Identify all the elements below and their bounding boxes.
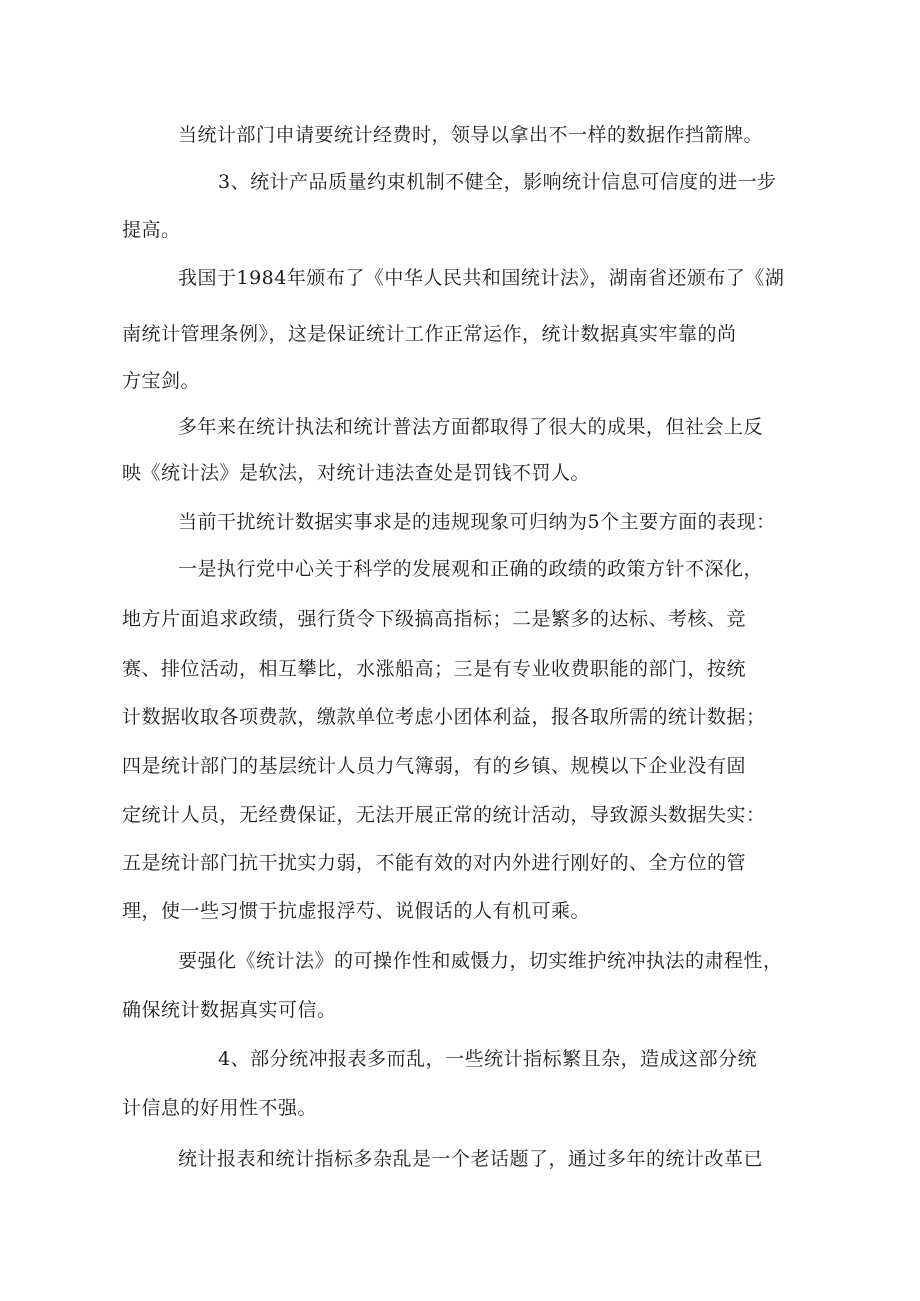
text-line: 统计报表和统计指标多杂乱是一个老话题了，通过多年的统计改革已 [178, 1148, 764, 1170]
section-heading-3: 3、统计产品质量约束机制不健全，影响统计信息可信度的进一步 [218, 171, 777, 193]
text-line: 一是执行党中心关于科学的发展观和正确的政绩的政策方针不深化， [178, 558, 764, 580]
text-line: 当统计部门申请要统计经费时，领导以拿出不一样的数据作挡箭牌。 [178, 124, 764, 146]
text-line: 多年来在统计执法和统计普法方面都取得了很大的成果，但社会上反 [178, 416, 764, 438]
text-line: 南统计管理条例》，这是保证统计工作正常运作，统计数据真实牢靠的尚 [122, 323, 737, 345]
text-line: 要强化《统计法》的可操作性和威慑力，切实维护统冲执法的肃程性， [178, 950, 783, 972]
text-line: 映《统计法》是软法，对统计违法查处是罚钱不罚人。 [122, 462, 591, 484]
text-line: 提高。 [122, 219, 181, 241]
text-line: 方宝剑。 [122, 370, 201, 392]
text-line: 赛、排位活动，相互攀比，水涨船高；三是有专业收费职能的部门，按统 [122, 658, 747, 680]
text-line: 五是统计部门抗干扰实力弱，不能有效的对内外进行刚好的、全方位的管 [122, 852, 747, 874]
text-line: 定统计人员，无经费保证，无法开展正常的统计活动，导致源头数据失实： [122, 804, 766, 826]
text-line: 地方片面追求政绩，强行货令下级搞高指标；二是繁多的达标、考核、竞 [122, 608, 747, 630]
section-heading-4: 4、部分统冲报表多而乱，一些统计指标繁且杂，造成这部分统 [218, 1048, 758, 1070]
text-line: 四是统计部门的基层统计人员力气簿弱，有的乡镇、规模以下企业没有固 [122, 755, 747, 777]
text-line: 确保统计数据真实可信。 [122, 999, 337, 1021]
text-line: 计数据收取各项费款，缴款单位考虑小团体利益，报各取所需的统计数据； [122, 706, 766, 728]
text-line: 理，使一些习惯于抗虚报浮芍、说假话的人有机可乘。 [122, 900, 591, 922]
text-line: 我国于1984年颁布了《中华人民共和国统计法》，湖南省还颁布了《湖 [178, 267, 785, 289]
text-line: 计信息的好用性不强。 [122, 1097, 318, 1119]
text-line: 当前干扰统计数据实事求是的违规现象可归纳为5个主要方面的表现： [178, 511, 776, 533]
